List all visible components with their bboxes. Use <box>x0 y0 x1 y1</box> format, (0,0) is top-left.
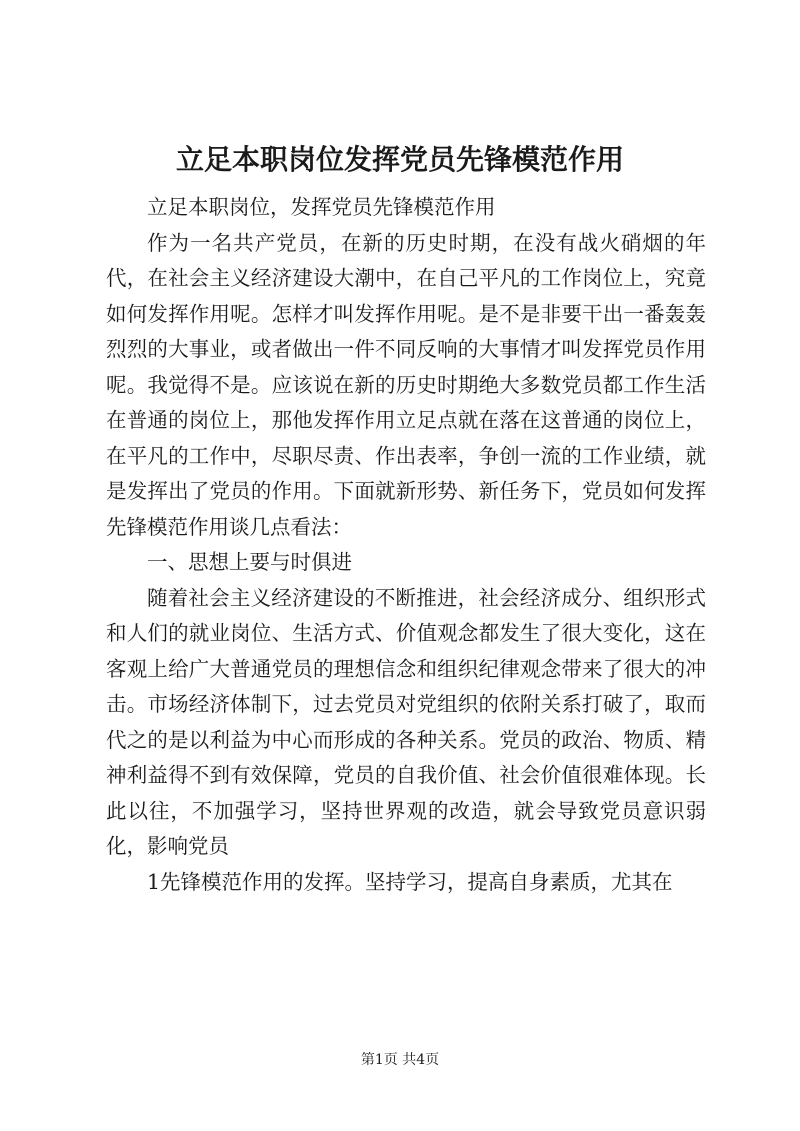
section-heading: 一、思想上要与时俱进 <box>147 550 352 574</box>
page-footer: 第1页 共4页 <box>360 1052 440 1068</box>
subtitle-paragraph: 立足本职岗位，发挥党员先锋模范作用 <box>147 195 496 219</box>
document-title: 立足本职岗位发挥党员先锋模范作用 <box>175 143 624 176</box>
intro-paragraph: 作为一名共产党员，在新的历史时期，在没有战火硝烟的年代，在社会主义经济建设大潮中，在自己平凡的工作岗位上，究竟如何发挥作用呢。怎样才叫发挥作用呢。是不是非要干出一番轰轰烈烈的大事业，或者做出一件不同反响的大事情才叫发挥党员作用呢。我觉得不是。应该说在新的历史时期绝大多数党员都工作生活在普通的岗位上，那他发挥作用立足点就在落在这普通的岗位上，在平凡的工作中，尽职尽责、作出表率，争创一流的工作业绩，就是发挥出了党员的作用。下面就新形势、新任务下，党员如何发挥先锋模范作用谈几点看法： <box>106 230 706 539</box>
document-body <box>106 190 706 900</box>
section-paragraph: 随着社会主义经济建设的不断推进，社会经济成分、组织形式和人们的就业岗位、生活方式、价值观念都发生了很大变化，这在客观上给广大普通党员的理想信念和组织纪律观念带来了很大的冲击。市场经济体制下，过去党员对党组织的依附关系打破了，取而代之的是以利益为中心而形成的各种关系。党员的政治、物质、精神利益得不到有效保障，党员的自我价值、社会价值很难体现。长此以往，不加强学习，坚持世界观的改造，就会导致党员意识弱化，影响党员 <box>106 585 706 858</box>
continuation-paragraph: 1先锋模范作用的发挥。坚持学习，提高自身素质，尤其在 <box>147 869 673 894</box>
